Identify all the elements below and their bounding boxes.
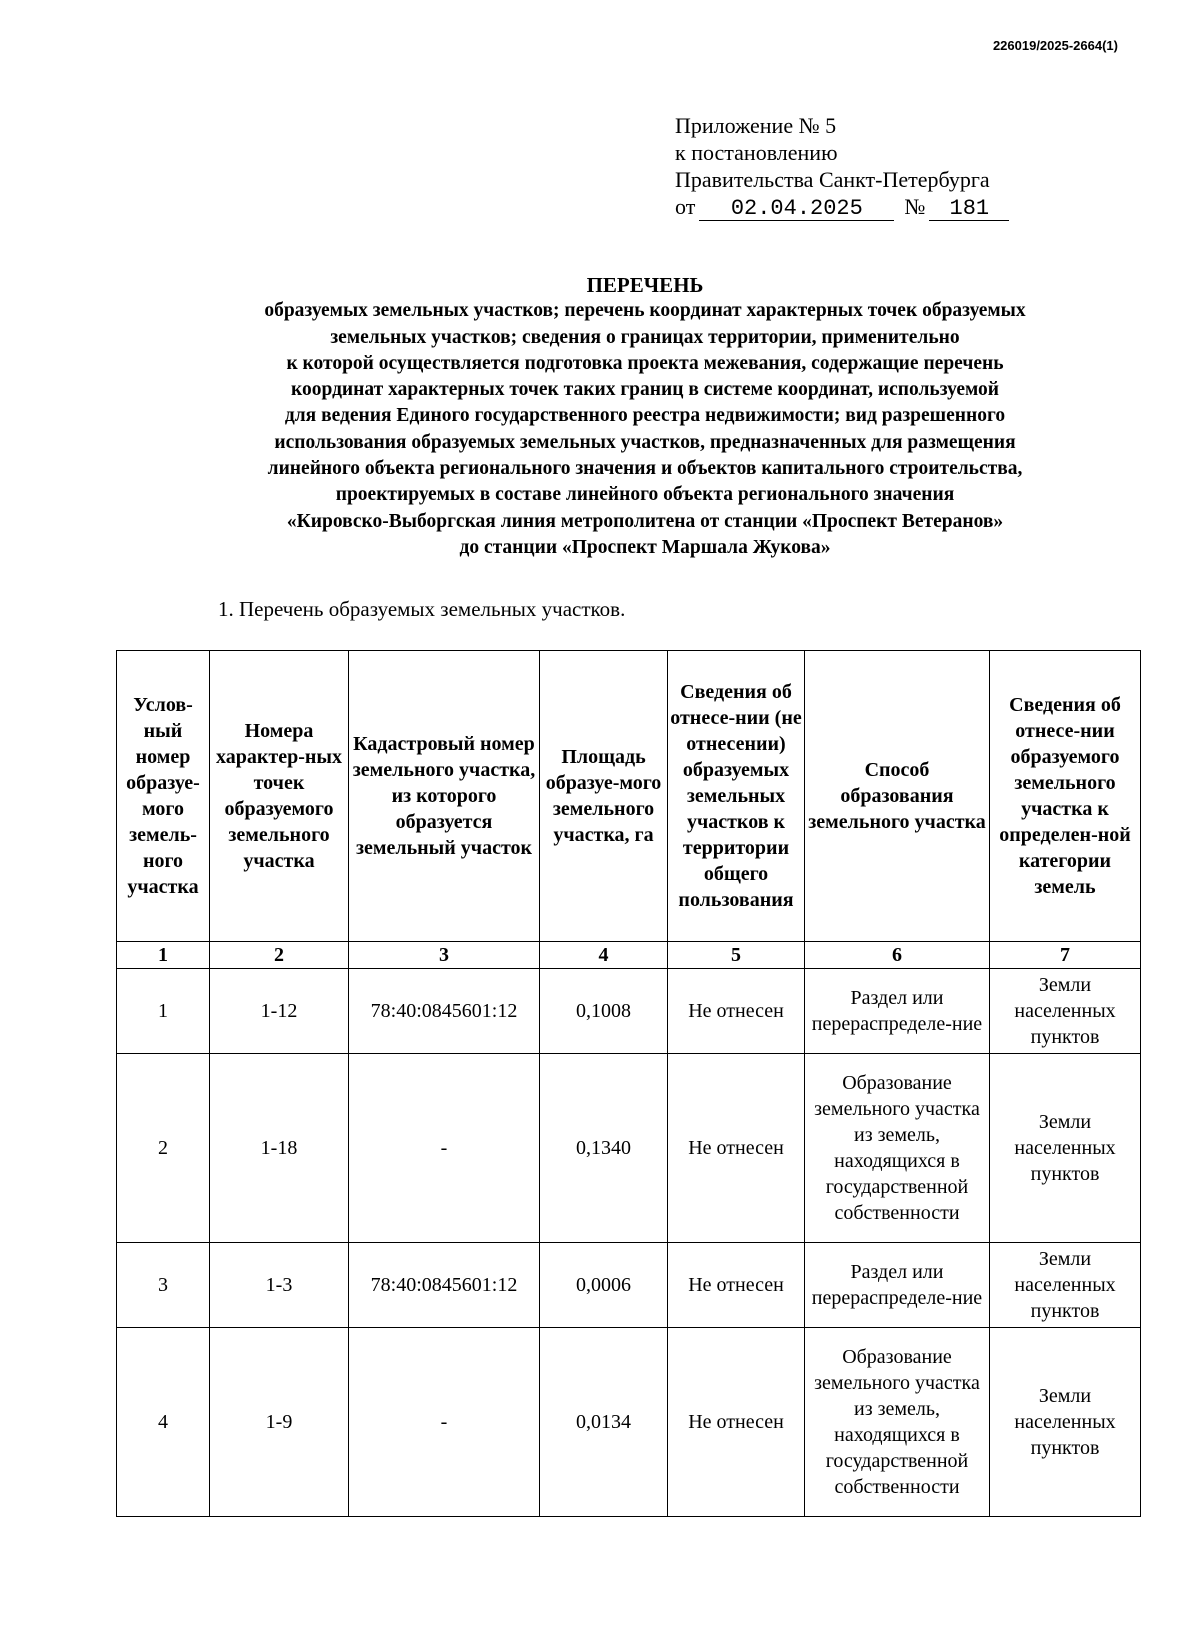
header-area: Площадь образуе-мого земельного участка, га bbox=[540, 651, 668, 942]
cell-cadastral-number: - bbox=[349, 1328, 540, 1517]
cell-points: 1-3 bbox=[210, 1243, 349, 1328]
cell-land-category: Земли населенных пунктов bbox=[990, 969, 1141, 1054]
section-heading: 1. Перечень образуемых земельных участков. bbox=[218, 597, 626, 621]
column-number: 7 bbox=[990, 942, 1141, 969]
column-numbers-row bbox=[117, 942, 1141, 969]
cell-points: 1-18 bbox=[210, 1054, 349, 1243]
header-public-use: Сведения об отнесе-нии (не отнесении) образуемых земельных участков к территории общего пользования bbox=[668, 651, 805, 942]
cell-land-category: Земли населенных пунктов bbox=[990, 1243, 1141, 1328]
column-number: 5 bbox=[668, 942, 805, 969]
cell-public-use: Не отнесен bbox=[668, 1243, 805, 1328]
cell-cadastral-number: 78:40:0845601:12 bbox=[349, 1243, 540, 1328]
cell-plot-number: 3 bbox=[117, 1243, 210, 1328]
appendix-date-line bbox=[675, 193, 1009, 221]
cell-points: 1-12 bbox=[210, 969, 349, 1054]
column-number: 6 bbox=[805, 942, 990, 969]
appendix-from-label: от bbox=[675, 194, 696, 219]
land-plots-table bbox=[116, 650, 1141, 1517]
title-line: до станции «Проспект Маршала Жукова» bbox=[459, 536, 831, 558]
document-title: ПЕРЕЧЕНЬ bbox=[586, 273, 704, 297]
cell-plot-number: 2 bbox=[117, 1054, 210, 1243]
cell-plot-number: 1 bbox=[117, 969, 210, 1054]
title-line: «Кировско-Выборгская линия метрополитена от станции «Проспект Ветеранов» bbox=[286, 510, 1004, 532]
title-line: проектируемых в составе линейного объекта регионального значения bbox=[335, 484, 955, 506]
appendix-line-1: Приложение № 5 bbox=[675, 113, 837, 138]
cell-area: 0,1008 bbox=[540, 969, 668, 1054]
cell-formation-method: Образование земельного участка из земель, находящихся в государственной собственности bbox=[805, 1328, 990, 1517]
cell-area: 0,0134 bbox=[540, 1328, 668, 1517]
header-formation-method: Способ образования земельного участка bbox=[805, 651, 990, 942]
cell-public-use: Не отнесен bbox=[668, 1054, 805, 1243]
column-number: 4 bbox=[540, 942, 668, 969]
cell-formation-method: Раздел или перераспределе-ние bbox=[805, 969, 990, 1054]
title-line: линейного объекта регионального значения и объектов капитального строительства, bbox=[267, 458, 1023, 480]
cell-land-category: Земли населенных пунктов bbox=[990, 1328, 1141, 1517]
table-row bbox=[117, 969, 1141, 1054]
cell-cadastral-number: 78:40:0845601:12 bbox=[349, 969, 540, 1054]
document-title-block bbox=[150, 272, 1140, 561]
title-line: для ведения Единого государственного реестра недвижимости; вид разрешенного bbox=[284, 405, 1006, 427]
document-registration-number: 226019/2025-2664(1) bbox=[992, 38, 1118, 53]
title-line: координат характерных точек таких границ в системе координат, используемой bbox=[291, 379, 999, 401]
appendix-number: 181 bbox=[929, 198, 1009, 221]
appendix-number-label: № bbox=[904, 194, 926, 219]
table-header-row bbox=[117, 651, 1141, 942]
cell-land-category: Земли населенных пунктов bbox=[990, 1054, 1141, 1243]
appendix-line-2: к постановлению bbox=[675, 140, 838, 165]
appendix-block bbox=[675, 112, 1009, 221]
table-row bbox=[117, 1054, 1141, 1243]
cell-formation-method: Раздел или перераспределе-ние bbox=[805, 1243, 990, 1328]
cell-plot-number: 4 bbox=[117, 1328, 210, 1517]
header-cadastral-number: Кадастровый номер земельного участка, из которого образуется земельный участок bbox=[349, 651, 540, 942]
cell-public-use: Не отнесен bbox=[668, 1328, 805, 1517]
header-plot-number: Услов-ный номер образуе-мого земель-ного участка bbox=[117, 651, 210, 942]
cell-cadastral-number: - bbox=[349, 1054, 540, 1243]
appendix-date: 02.04.2025 bbox=[699, 198, 894, 221]
column-number: 3 bbox=[349, 942, 540, 969]
column-number: 2 bbox=[210, 942, 349, 969]
cell-formation-method: Образование земельного участка из земель, находящихся в государственной собственности bbox=[805, 1054, 990, 1243]
appendix-line-3: Правительства Санкт-Петербурга bbox=[675, 167, 990, 192]
table-row bbox=[117, 1243, 1141, 1328]
table-row bbox=[117, 1328, 1141, 1517]
title-line: земельных участков; сведения о границах территории, применительно bbox=[330, 326, 960, 348]
column-number: 1 bbox=[117, 942, 210, 969]
cell-area: 0,1340 bbox=[540, 1054, 668, 1243]
title-line: образуемых земельных участков; перечень координат характерных точек образуемых bbox=[264, 300, 1026, 322]
title-line: использования образуемых земельных участков, предназначенных для размещения bbox=[274, 431, 1016, 453]
cell-area: 0,0006 bbox=[540, 1243, 668, 1328]
header-land-category: Сведения об отнесе-нии образуемого земельного участка к определен-ной категории земель bbox=[990, 651, 1141, 942]
title-line: к которой осуществляется подготовка проекта межевания, содержащие перечень bbox=[286, 352, 1004, 374]
header-points: Номера характер-ных точек образуемого земельного участка bbox=[210, 651, 349, 942]
cell-points: 1-9 bbox=[210, 1328, 349, 1517]
cell-public-use: Не отнесен bbox=[668, 969, 805, 1054]
